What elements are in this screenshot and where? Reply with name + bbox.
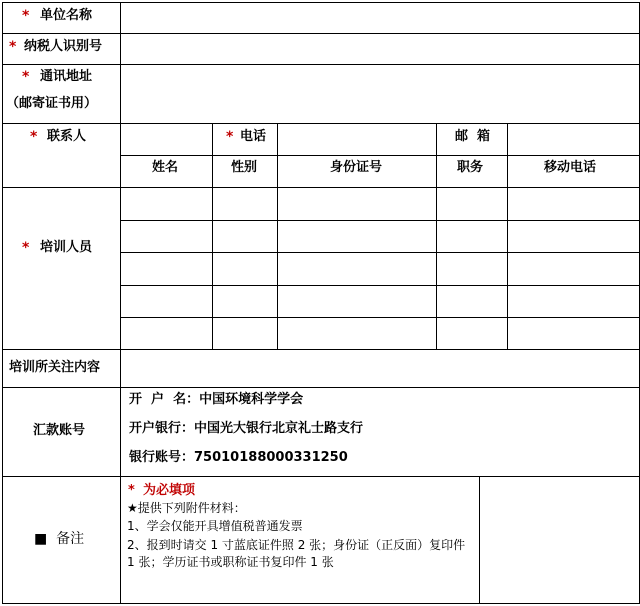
col-divider [479, 476, 480, 604]
phone-label: 电话 [240, 129, 267, 144]
row-divider [2, 603, 639, 604]
required-note: 为必填项 [143, 483, 196, 498]
table-row[interactable] [121, 221, 639, 252]
col-header-gender: 性别 [231, 160, 258, 175]
table-row[interactable] [121, 253, 639, 285]
focus-field[interactable] [121, 350, 639, 387]
required-mark: * [128, 483, 135, 498]
note-item-1: 1、学会仅能开具增值税普通发票 [127, 519, 303, 533]
address-label: 通讯地址 [40, 69, 93, 84]
required-mark: * [30, 129, 38, 145]
contact-label: 联系人 [47, 129, 87, 144]
trainees-label: 培训人员 [40, 240, 93, 255]
required-mark: * [22, 69, 30, 85]
note-item-2: 2、报到时请交 1 寸蓝底证件照 2 张；身份证（正反面）复印件 1 张；学历证书或职称证书复印件 1 张 [127, 538, 466, 569]
required-mark: * [22, 240, 30, 256]
address-field[interactable] [121, 65, 639, 123]
col-divider [2, 476, 3, 604]
col-header-mobile: 移动电话 [544, 160, 597, 175]
org-name-label: 单位名称 [40, 8, 93, 23]
tax-id-field[interactable] [121, 34, 639, 64]
row-divider [121, 155, 639, 156]
col-header-name: 姓名 [152, 160, 179, 175]
email-label: 邮 箱 [455, 129, 491, 144]
required-mark: * [9, 39, 17, 55]
focus-label: 培训所关注内容 [9, 360, 101, 375]
col-header-position: 职务 [457, 160, 484, 175]
row-divider [2, 387, 639, 388]
contact-field[interactable] [121, 124, 212, 155]
org-name-field[interactable] [121, 3, 639, 33]
account-number: 银行账号：75010188000331250 [129, 450, 348, 465]
account-label: 汇款账号 [33, 423, 86, 438]
remarks-label: ■ 备注 [34, 531, 85, 547]
account-bank: 开户银行：中国光大银行北京礼士路支行 [129, 421, 364, 436]
account-holder: 开 户 名：中国环境科学学会 [129, 392, 304, 407]
required-mark: * [22, 8, 30, 24]
attachments-note: ★提供下列附件材料： [127, 501, 246, 515]
table-row[interactable] [121, 286, 639, 317]
phone-field[interactable] [278, 124, 436, 155]
tax-id-label: 纳税人识别号 [24, 39, 103, 54]
table-row[interactable] [121, 318, 639, 349]
row-divider [2, 476, 639, 477]
col-header-id-number: 身份证号 [330, 160, 383, 175]
address-sublabel: （邮寄证书用） [6, 96, 98, 111]
table-row[interactable] [121, 188, 639, 220]
email-field[interactable] [508, 124, 639, 155]
required-mark: * [226, 129, 234, 145]
